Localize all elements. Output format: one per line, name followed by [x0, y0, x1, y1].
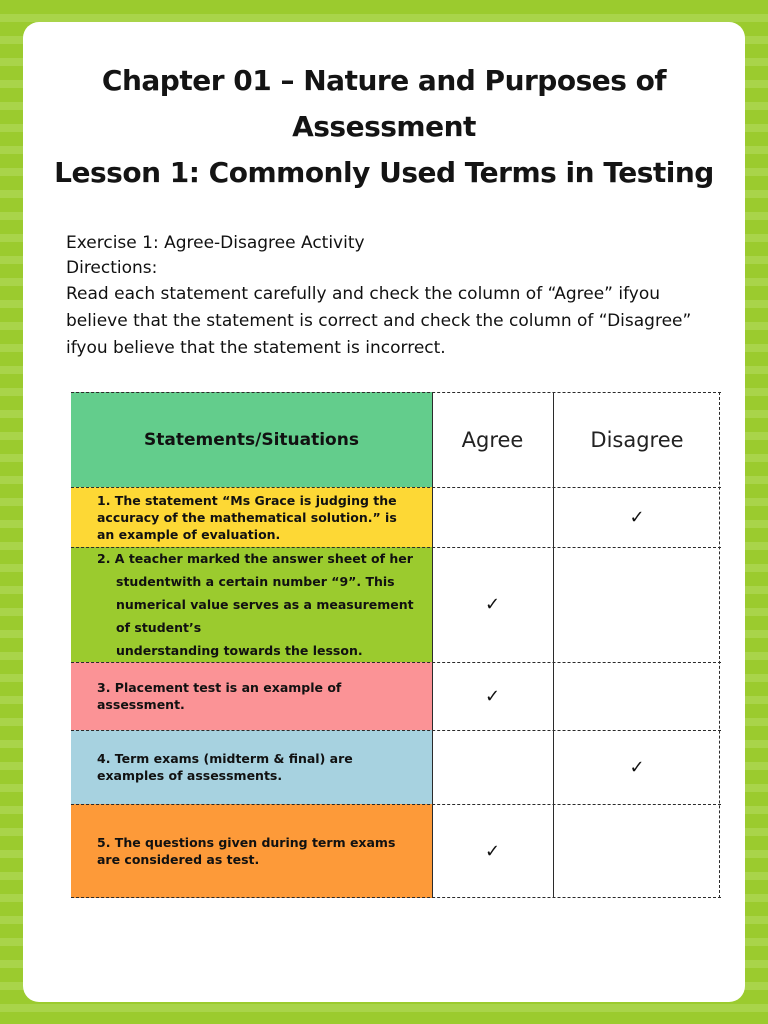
- directions-label: Directions:: [66, 258, 158, 278]
- agree-cell-5[interactable]: ✓: [484, 840, 501, 862]
- table-divider: [71, 487, 721, 488]
- statement-row-2-line-1: 2. A teacher marked the answer sheet of her: [97, 551, 413, 566]
- table-divider: [71, 662, 721, 663]
- exercise-heading: Exercise 1: Agree-Disagree Activity: [66, 233, 365, 253]
- statement-row-2: [71, 547, 432, 662]
- title-line-assessment: Assessment: [292, 110, 476, 143]
- directions-text: Read each statement carefully and check the column of “Agree” ifyou believe that the statement is correct and check the column of “Disagree” ifyou believe that the statement is incorrect.: [66, 284, 692, 358]
- table-divider: [71, 547, 721, 548]
- statement-row-1: 1. The statement “Ms Grace is judging the accuracy of the mathematical solution.” is an example of evaluation.: [71, 487, 432, 547]
- statement-row-2-line-5: understanding towards the lesson.: [116, 643, 363, 658]
- table-divider: [71, 804, 721, 805]
- statement-row-3: 3. Placement test is an example of assessment.: [71, 662, 432, 730]
- column-divider: [553, 392, 554, 898]
- agree-cell-3[interactable]: ✓: [484, 685, 501, 707]
- column-divider: [432, 392, 433, 898]
- agree-disagree-table: [71, 392, 721, 898]
- table-divider: [71, 897, 721, 898]
- disagree-cell-2[interactable]: [553, 547, 721, 662]
- table-divider: [71, 730, 721, 731]
- page-title: [0, 58, 768, 196]
- disagree-cell-4[interactable]: ✓: [629, 756, 645, 778]
- statement-row-2-line-3: numerical value serves as a measurement: [116, 597, 414, 612]
- disagree-cell-5[interactable]: [553, 804, 721, 898]
- disagree-cell-3[interactable]: [553, 662, 721, 730]
- exercise-intro: [66, 231, 706, 362]
- column-divider: [719, 392, 720, 898]
- statement-row-4: 4. Term exams (midterm & final) are examples of assessments.: [71, 730, 432, 804]
- statement-row-2-line-2: studentwith a certain number “9”. This: [116, 574, 395, 589]
- agree-cell-2[interactable]: ✓: [484, 594, 501, 615]
- disagree-cell-1[interactable]: ✓: [629, 506, 645, 528]
- agree-cell-1[interactable]: [432, 487, 553, 547]
- header-agree: Agree: [461, 427, 524, 452]
- agree-cell-4[interactable]: [432, 730, 553, 804]
- title-line-chapter: Chapter 01 – Nature and Purposes of: [101, 64, 667, 97]
- statement-row-5: 5. The questions given during term exams are considered as test.: [71, 804, 432, 898]
- table-divider: [71, 392, 721, 393]
- header-statements: Statements/Situations: [71, 392, 432, 487]
- statement-row-2-line-4: of student’s: [116, 620, 202, 635]
- title-line-lesson: Lesson 1: Commonly Used Terms in Testing: [54, 156, 714, 189]
- header-disagree: Disagree: [590, 427, 684, 452]
